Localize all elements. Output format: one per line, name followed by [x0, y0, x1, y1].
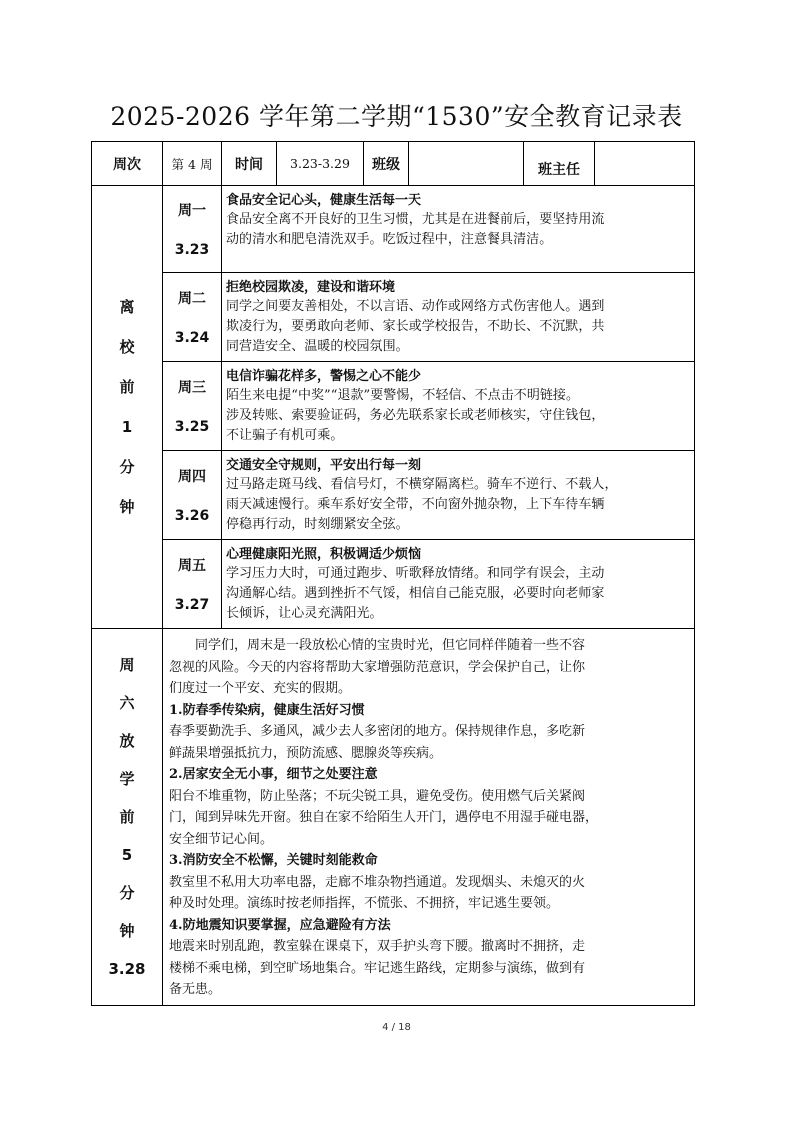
day-content [222, 362, 695, 451]
day-content [222, 451, 695, 540]
time-value: 3.23-3.29 [277, 142, 364, 186]
week-label: 周次 [92, 142, 163, 186]
saturday-label-cell [92, 629, 163, 1006]
before-leaving-label: 离 校 前 1 分 钟 [92, 186, 163, 629]
day-name: 周五 [178, 558, 206, 574]
topic-title: 电信诈骗花样多，警惕之心不能少 [226, 369, 422, 384]
safety-record-table [91, 141, 695, 1006]
intro-line: 们度过一个平安、充实的假期。 [169, 681, 352, 696]
class-label: 班级 [364, 142, 409, 186]
section-heading: 1.防春季传染病，健康生活好习惯 [169, 702, 365, 718]
day-row-thursday [92, 451, 695, 540]
intro-line: 同学们，周末是一段放松心情的宝贵时光，但它同样伴随着一些不容 [195, 638, 586, 653]
day-content [222, 273, 695, 362]
section-line: 阳台不堆重物，防止坠落；不玩尖锐工具，避免受伤。使用燃气后关紧阀 [169, 788, 586, 804]
section-line: 鲜蔬果增强抵抗力，预防流感、腮腺炎等疾病。 [169, 745, 443, 761]
day-cell [163, 186, 222, 273]
day-row-friday [92, 540, 695, 629]
section-line: 种及时处理。演练时按老师指挥，不慌张、不拥挤，牢记逃生要领。 [169, 896, 560, 911]
day-date: 3.25 [174, 419, 210, 435]
day-row-tuesday [92, 273, 695, 362]
topic-line: 涉及转账、索要验证码，务必先联系家长或老师核实，守住钱包， [226, 408, 605, 423]
section-line: 春季要勤洗手、多通风，减少去人多密闭的地方。保持规律作息，多吃新 [169, 724, 586, 739]
section-line: 教室里不私用大功率电器，走廊不堆杂物挡通道。发现烟头、未熄灭的火 [169, 874, 586, 890]
topic-title: 食品安全记心头，健康生活每一天 [226, 193, 422, 208]
day-date: 3.26 [174, 508, 210, 524]
topic-line: 过马路走斑马线、看信号灯，不横穿隔离栏。骑车不逆行、不载人， [226, 477, 618, 492]
section-heading: 4.防地震知识要掌握，应急避险有方法 [169, 917, 391, 933]
week-value: 第 4 周 [163, 142, 222, 186]
day-date: 3.24 [174, 330, 210, 346]
day-content [222, 186, 695, 273]
day-name: 周四 [178, 469, 206, 485]
topic-line: 停稳再行动，时刻绷紧安全弦。 [226, 517, 409, 532]
day-content [222, 540, 695, 629]
saturday-row [92, 629, 695, 1006]
section-heading: 3.消防安全不松懈，关键时刻能救命 [169, 853, 378, 868]
intro-line: 忽视的风险。今天的内容将帮助大家增强防范意识，学会保护自己，让你 [169, 659, 586, 675]
topic-line: 学习压力大时，可通过跑步、听歌释放情绪。和同学有误会，主动 [226, 566, 605, 581]
section-line: 门，闻到异味先开窗。独自在家不给陌生人开门，遇停电不用湿手碰电器， [169, 810, 599, 825]
topic-line: 沟通解心结。遇到挫折不气馁，相信自己能克服，必要时向老师家 [226, 586, 605, 601]
topic-line: 长倾诉，让心灵充满阳光。 [226, 606, 383, 621]
page-title: 2025-2026 学年第二学期“1530”安全教育记录表 [110, 102, 683, 131]
day-cell [163, 540, 222, 629]
time-label: 时间 [222, 142, 277, 186]
day-date: 3.23 [174, 242, 210, 258]
day-name: 周一 [178, 203, 206, 219]
section-line: 安全细节记心间。 [169, 831, 274, 847]
topic-line: 不让骗子有机可乘。 [226, 428, 344, 443]
day-cell [163, 273, 222, 362]
topic-line: 动的清水和肥皂清洗双手。吃饭过程中，注意餐具清洁。 [226, 232, 553, 247]
header-row [92, 142, 695, 186]
topic-title: 交通安全守规则，平安出行每一刻 [226, 458, 422, 473]
teacher-label: 班主任 [524, 142, 595, 186]
topic-title: 心理健康阳光照，积极调适少烦恼 [226, 547, 422, 562]
class-value-field[interactable] [409, 142, 524, 186]
topic-line: 欺凌行为，要勇敢向老师、家长或学校报告，不助长、不沉默，共 [226, 319, 605, 334]
section-heading: 2.居家安全无小事，细节之处要注意 [169, 767, 378, 782]
day-name: 周二 [178, 291, 206, 307]
page-number: 4 / 18 [382, 1022, 411, 1033]
topic-line: 陌生来电提“中奖”“退款”要警惕，不轻信、不点击不明链接。 [226, 388, 580, 403]
topic-line: 同学之间要友善相处，不以言语、动作或网络方式伤害他人。遇到 [226, 299, 605, 314]
section-line: 备无患。 [169, 982, 222, 997]
topic-line: 雨天减速慢行。乘车系好安全带，不向窗外抛杂物，上下车待车辆 [226, 497, 605, 512]
day-row-monday [92, 186, 695, 273]
day-name: 周三 [178, 380, 206, 396]
day-date: 3.27 [174, 597, 210, 613]
day-cell [163, 362, 222, 451]
day-cell [163, 451, 222, 540]
topic-title: 拒绝校园欺凌，建设和谐环境 [226, 280, 396, 295]
section-line: 楼梯不乘电梯，到空旷场地集合。牢记逃生路线，定期参与演练，做到有 [169, 960, 586, 976]
topic-line: 食品安全离不开良好的卫生习惯，尤其是在进餐前后，要坚持用流 [226, 212, 605, 227]
teacher-value-field[interactable] [595, 142, 695, 186]
saturday-vertical-label: 周 六 放 学 前 5 分 钟 3.28 [108, 655, 146, 978]
saturday-content [163, 629, 695, 1006]
topic-line: 同营造安全、温暖的校园氛围。 [226, 339, 409, 354]
section-line: 地震来时别乱跑，教室躲在课桌下，双手护头弯下腰。撤离时不拥挤，走 [169, 939, 586, 954]
day-row-wednesday [92, 362, 695, 451]
